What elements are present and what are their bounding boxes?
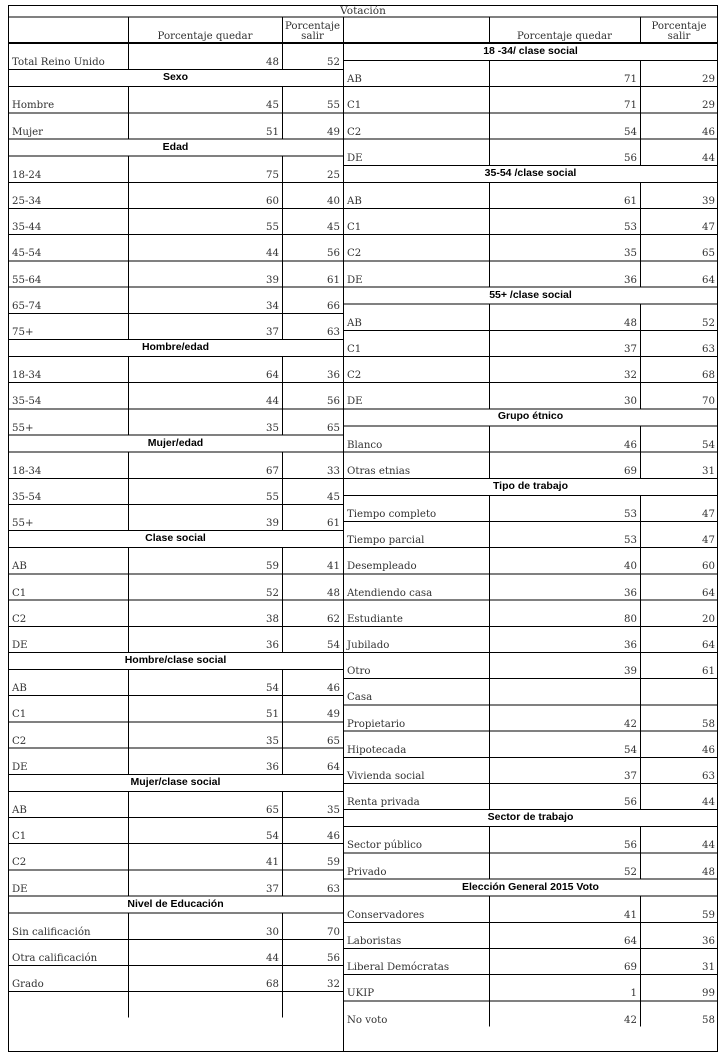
right-row-label: C1 (347, 100, 362, 112)
right-row-leave-value: 44 (702, 797, 715, 809)
left-row-stay-value: 39 (266, 274, 279, 286)
right-row-leave-value: 31 (702, 465, 715, 477)
right-row-leave-value: 46 (702, 126, 715, 138)
vote-table (8, 5, 718, 1052)
right-row-leave-value: 65 (702, 248, 715, 260)
left-row-stay-value: 60 (266, 195, 279, 207)
right-row-label: DE (347, 274, 363, 286)
right-row-stay-value (489, 678, 640, 704)
left-row-leave-value: 56 (327, 952, 340, 964)
right-row-leave-value: 61 (702, 666, 715, 678)
right-row-label: Liberal Demócratas (347, 962, 450, 974)
right-row-leave-value: 52 (702, 317, 715, 329)
left-row-stay-value: 68 (266, 979, 279, 991)
left-section-heading: Edad (162, 140, 189, 153)
right-row-leave-value: 39 (702, 195, 715, 207)
right-header-leave: Porcentaje salir (651, 21, 707, 42)
left-row-leave-value: 54 (327, 639, 340, 651)
right-row-label: Renta privada (347, 797, 420, 809)
right-row-stay-value: 52 (624, 866, 637, 878)
left-row-label: DE (12, 883, 28, 895)
left-row-stay-value: 41 (266, 857, 279, 869)
right-row-leave-value: 63 (702, 343, 715, 355)
left-header-leave: Porcentaje salir (284, 21, 341, 42)
right-row-label: AB (347, 195, 362, 207)
right-row-leave-value (640, 678, 718, 704)
right-row-label: AB (347, 317, 362, 329)
right-row-stay-value: 71 (624, 74, 637, 86)
right-row-leave-value: 64 (702, 639, 715, 651)
left-row-stay-value: 36 (266, 761, 279, 773)
left-row-label (8, 991, 128, 1017)
left-row-label: C2 (12, 613, 27, 625)
right-row-label: Vivienda social (347, 770, 425, 782)
left-row-label: Total Reino Unido (12, 57, 105, 69)
left-row-leave-value: 65 (327, 422, 340, 434)
left-row-leave-value: 62 (327, 613, 340, 625)
left-row-leave-value: 66 (327, 300, 340, 312)
right-row-leave-value: 63 (702, 770, 715, 782)
left-row-leave-value: 52 (327, 57, 340, 69)
left-section-heading: Mujer/edad (147, 436, 204, 449)
left-section-heading: Nivel de Educación (127, 897, 224, 910)
right-row-stay-value: 56 (624, 840, 637, 852)
right-row-leave-value: 36 (702, 935, 715, 947)
right-row-leave-value: 47 (702, 508, 715, 520)
left-row-leave-value: 48 (327, 587, 340, 599)
left-row-label: C1 (12, 587, 27, 599)
right-row-leave-value: 70 (702, 396, 715, 408)
left-row-leave-value: 25 (327, 169, 340, 181)
left-row-label: Otra calificación (12, 952, 98, 964)
right-row-stay-value: 39 (624, 666, 637, 678)
right-row-stay-value: 69 (624, 962, 637, 974)
right-row-stay-value: 80 (624, 613, 637, 625)
right-row-label: DE (347, 396, 363, 408)
right-row-leave-value: 58 (702, 1014, 715, 1026)
right-row-stay-value: 1 (630, 988, 637, 1000)
left-row-leave-value: 49 (327, 709, 340, 721)
left-row-label: C2 (12, 857, 27, 869)
left-section-heading: Mujer/clase social (130, 775, 221, 788)
right-row-leave-value: 54 (702, 439, 715, 451)
right-row-leave-value: 31 (702, 962, 715, 974)
left-row-stay-value: 54 (266, 683, 279, 695)
right-row-label: Atendiendo casa (347, 587, 433, 599)
left-section-heading: Hombre/edad (141, 341, 210, 353)
right-row-stay-value: 46 (624, 439, 637, 451)
right-row-stay-value: 61 (624, 195, 637, 207)
left-row-leave-value: 45 (327, 491, 340, 503)
left-row-stay-value: 51 (266, 126, 279, 138)
right-section-heading: 35-54 /clase social (484, 166, 577, 179)
left-row-stay-value: 64 (266, 370, 279, 382)
right-row-stay-value: 37 (624, 770, 637, 782)
left-row-leave-value: 70 (327, 926, 340, 938)
right-row-stay-value: 53 (624, 535, 637, 547)
right-row-stay-value: 56 (624, 152, 637, 164)
left-row-stay-value: 35 (266, 735, 279, 747)
right-row-stay-value: 42 (624, 1014, 637, 1026)
right-row-label: Otro (347, 666, 371, 678)
left-row-stay-value: 48 (266, 57, 279, 69)
right-row-label: Tiempo parcial (347, 535, 425, 547)
right-row-leave-value: 46 (702, 744, 715, 756)
left-row-leave-value: 64 (327, 761, 340, 773)
left-row-leave-value: 56 (327, 396, 340, 408)
left-row-stay-value: 55 (266, 222, 279, 234)
right-row-stay-value: 36 (624, 639, 637, 651)
right-row-leave-value: 64 (702, 587, 715, 599)
right-row-leave-value: 29 (702, 100, 715, 112)
left-row-stay-value: 35 (266, 422, 279, 434)
left-row-leave-value: 63 (327, 326, 340, 338)
right-row-leave-value: 48 (702, 866, 715, 878)
right-row-stay-value: 71 (624, 100, 637, 112)
right-row-stay-value: 41 (624, 909, 637, 921)
left-row-leave-value: 46 (327, 831, 340, 843)
left-row-label: 75+ (12, 326, 34, 338)
right-row-stay-value: 32 (624, 370, 637, 382)
left-row-stay-value: 37 (266, 883, 279, 895)
right-section-heading: Grupo étnico (497, 410, 564, 423)
table-title: Votación (340, 5, 386, 17)
left-row-stay-value: 36 (266, 639, 279, 651)
left-row-label: Hombre (12, 100, 55, 112)
left-row-label: DE (12, 639, 28, 651)
right-row-stay-value: 64 (624, 935, 637, 947)
left-row-leave-value (282, 991, 343, 1017)
left-row-label: AB (12, 804, 27, 816)
right-row-stay-value: 54 (624, 744, 637, 756)
left-row-label: 35-54 (12, 396, 42, 408)
left-row-stay-value: 65 (266, 804, 279, 816)
right-row-label: Sector público (347, 840, 423, 852)
left-row-stay-value: 75 (266, 169, 279, 181)
left-row-stay-value: 44 (266, 952, 279, 964)
right-section-heading: 18 -34/ clase social (483, 45, 578, 57)
right-row-leave-value: 20 (702, 613, 715, 625)
right-row-label: Otras etnias (347, 465, 411, 477)
right-row-leave-value: 59 (702, 909, 715, 921)
left-row-label: 25-34 (12, 195, 42, 207)
left-row-label: DE (12, 761, 28, 773)
left-section-heading: Hombre/clase social (124, 654, 227, 666)
left-row-label: Mujer (12, 126, 44, 138)
left-row-stay-value: 59 (266, 561, 279, 573)
left-section-heading: Sexo (162, 71, 189, 84)
left-row-stay-value: 37 (266, 326, 279, 338)
left-header-stay: Porcentaje quedar (157, 31, 253, 42)
left-row-stay-value: 44 (266, 248, 279, 260)
left-row-label: 35-54 (12, 491, 42, 503)
right-row-leave-value: 64 (702, 274, 715, 286)
right-row-label: Hipotecada (347, 744, 407, 756)
left-row-stay-value: 45 (266, 100, 279, 112)
left-row-label: 45-54 (12, 248, 42, 260)
right-row-label: C2 (347, 370, 362, 382)
left-row-leave-value: 59 (327, 857, 340, 869)
left-row-leave-value: 49 (327, 126, 340, 138)
left-row-label: 55-64 (12, 274, 42, 286)
left-row-leave-value: 56 (327, 248, 340, 260)
right-row-label: Privado (347, 866, 387, 878)
left-row-label: 55+ (12, 518, 34, 530)
left-row-label: 55+ (12, 422, 34, 434)
left-row-label: 35-44 (12, 222, 42, 234)
left-section-heading: Clase social (145, 532, 206, 545)
right-row-leave-value: 47 (702, 222, 715, 234)
left-row-stay-value (128, 991, 282, 1017)
left-row-stay-value: 38 (266, 613, 279, 625)
right-row-stay-value: 42 (624, 718, 637, 730)
left-row-stay-value: 55 (266, 491, 279, 503)
right-row-stay-value: 36 (624, 274, 637, 286)
right-header-stay: Porcentaje quedar (517, 31, 612, 42)
left-row-label: C1 (12, 831, 27, 843)
right-row-stay-value: 48 (624, 317, 637, 329)
right-row-label: C2 (347, 126, 362, 138)
right-row-stay-value: 54 (624, 126, 637, 138)
left-row-leave-value: 61 (327, 518, 340, 530)
right-row-label: AB (347, 74, 362, 86)
left-row-label: Grado (12, 979, 44, 991)
right-row-leave-value: 68 (702, 370, 715, 382)
right-row-label: Jubilado (347, 639, 390, 651)
left-row-stay-value: 44 (266, 396, 279, 408)
right-row-leave-value: 44 (702, 840, 715, 852)
right-row-stay-value: 36 (624, 587, 637, 599)
right-row-label: Desempleado (347, 561, 417, 573)
left-row-leave-value: 32 (327, 979, 340, 991)
right-row-label: Tiempo completo (347, 508, 437, 520)
right-section-heading: Sector de trabajo (487, 811, 574, 824)
right-row-leave-value: 60 (702, 561, 715, 573)
right-row-label: Blanco (347, 439, 383, 451)
right-row-leave-value: 29 (702, 74, 715, 86)
left-row-stay-value: 51 (266, 709, 279, 721)
right-section-heading: Tipo de trabajo (492, 479, 569, 492)
right-row-label: DE (347, 152, 363, 164)
right-row-leave-value: 44 (702, 152, 715, 164)
left-row-leave-value: 45 (327, 222, 340, 234)
left-row-label: AB (12, 683, 27, 695)
left-row-leave-value: 33 (327, 465, 340, 477)
left-row-leave-value: 55 (327, 100, 340, 112)
left-row-leave-value: 61 (327, 274, 340, 286)
left-row-leave-value: 35 (327, 804, 340, 816)
left-row-leave-value: 41 (327, 561, 340, 573)
right-row-leave-value: 58 (702, 718, 715, 730)
right-row-label: Conservadores (347, 909, 425, 921)
left-row-label: 18-24 (12, 169, 42, 181)
right-row-stay-value: 56 (624, 797, 637, 809)
left-row-label: 18-34 (12, 370, 42, 382)
right-row-stay-value: 53 (624, 222, 637, 234)
left-row-label: 65-74 (12, 300, 42, 312)
right-row-stay-value: 69 (624, 465, 637, 477)
left-row-label: C1 (12, 709, 27, 721)
right-row-label: Estudiante (347, 613, 403, 625)
left-row-leave-value: 36 (327, 370, 340, 382)
left-row-leave-value: 65 (327, 735, 340, 747)
left-row-stay-value: 52 (266, 587, 279, 599)
right-row-label: UKIP (347, 988, 375, 1000)
left-row-stay-value: 67 (266, 465, 279, 477)
right-row-label: C2 (347, 248, 362, 260)
right-row-label: Casa (347, 692, 373, 704)
left-row-label: 18-34 (12, 465, 42, 477)
left-row-leave-value: 63 (327, 883, 340, 895)
right-row-leave-value: 47 (702, 535, 715, 547)
right-row-label: C1 (347, 222, 362, 234)
right-row-leave-value: 99 (702, 988, 715, 1000)
right-section-heading: 55+ /clase social (489, 288, 572, 301)
right-row-stay-value: 40 (624, 561, 637, 573)
right-row-label: C1 (347, 343, 362, 355)
left-row-stay-value: 30 (266, 926, 279, 938)
left-row-stay-value: 34 (266, 300, 279, 312)
left-row-label: C2 (12, 735, 27, 747)
left-row-stay-value: 54 (266, 831, 279, 843)
right-row-stay-value: 53 (624, 508, 637, 520)
right-section-heading: Elección General 2015 Voto (462, 880, 599, 893)
right-row-stay-value: 35 (624, 248, 637, 260)
right-row-stay-value: 37 (624, 343, 637, 355)
right-row-stay-value: 30 (624, 396, 637, 408)
right-row-label: Laboristas (347, 935, 402, 947)
left-row-stay-value: 39 (266, 518, 279, 530)
right-row-label: No voto (347, 1014, 388, 1026)
left-row-label: AB (12, 561, 27, 573)
right-row-label: Propietario (347, 718, 406, 730)
left-row-leave-value: 40 (327, 195, 340, 207)
left-row-leave-value: 46 (327, 683, 340, 695)
left-row-label: Sin calificación (12, 926, 91, 938)
